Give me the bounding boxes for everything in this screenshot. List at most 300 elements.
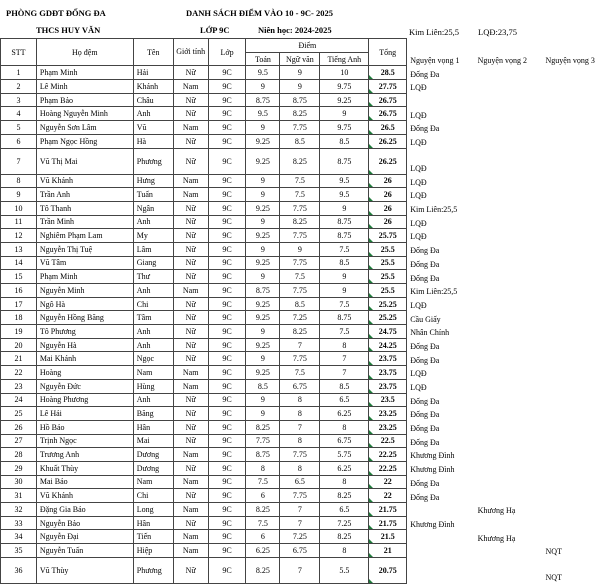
cell-stt: 12 (1, 229, 37, 243)
cell-toan: 6 (246, 489, 280, 503)
cell-nv3 (543, 489, 612, 503)
cell-ho-dem: Nguyễn Minh (36, 284, 133, 298)
table-row (1, 352, 612, 366)
cell-ngu-van: 7.75 (280, 489, 320, 503)
table-row (1, 379, 612, 393)
cell-ho-dem: Vũ Khánh (36, 489, 133, 503)
cell-tieng-anh: 9 (320, 201, 369, 215)
cell-gioi-tinh: Nam (173, 121, 208, 135)
cell-gioi-tinh: Nữ (173, 489, 208, 503)
cell-nv1: Đống Đa (410, 492, 440, 502)
cell-nv1: LQĐ (410, 383, 427, 392)
table-row (1, 448, 612, 462)
cell-gioi-tinh: Nam (173, 188, 208, 202)
cell-nv3 (543, 134, 612, 148)
cell-nv3 (543, 93, 612, 107)
cell-ho-dem: Khuất Thùy (36, 461, 133, 475)
cell-stt: 3 (1, 93, 37, 107)
cell-ngu-van: 7.75 (280, 229, 320, 243)
cell-lop: 9C (208, 557, 246, 583)
cell-tong: 21 (369, 544, 407, 558)
cell-nv3 (543, 407, 612, 421)
table-row (1, 475, 612, 489)
cell-tieng-anh: 8.25 (320, 530, 369, 544)
table-row (1, 148, 612, 174)
cell-ngu-van: 8.25 (280, 215, 320, 229)
cell-ngu-van: 8.25 (280, 148, 320, 174)
cell-toan: 9 (246, 407, 280, 421)
cell-nv1: Đống Đa (410, 341, 440, 351)
cell-tong: 23.5 (369, 393, 407, 407)
cell-lop: 9C (208, 284, 246, 298)
cell-tong: 25.5 (369, 242, 407, 256)
cell-stt: 4 (1, 107, 37, 121)
cell-nv2 (475, 516, 543, 530)
cell-lop: 9C (208, 311, 246, 325)
cell-ho-dem: Phạm Bảo (36, 93, 133, 107)
cell-tong: 26.25 (369, 148, 407, 174)
cell-toan: 9.25 (246, 311, 280, 325)
cell-lop: 9C (208, 134, 246, 148)
cell-ten: Khánh (133, 80, 173, 94)
cell-nv1: Kim Liên:25,5 (410, 287, 458, 297)
cell-lop: 9C (208, 188, 246, 202)
cell-nv3 (543, 366, 612, 380)
header-tieng-anh: Tiếng Anh (320, 52, 369, 66)
header-ngu-van: Ngữ văn (280, 52, 320, 66)
cell-nv1: LQĐ (410, 138, 427, 147)
cell-ten: Vũ (133, 121, 173, 135)
cell-tong: 26.75 (369, 93, 407, 107)
cell-tong: 23.75 (369, 352, 407, 366)
cell-stt: 29 (1, 461, 37, 475)
cell-stt: 16 (1, 284, 37, 298)
cell-ho-dem: Hoàng Phương (36, 393, 133, 407)
cell-stt: 5 (1, 121, 37, 135)
cell-nv3 (543, 311, 612, 325)
cell-nv3 (543, 461, 612, 475)
table-row (1, 338, 612, 352)
cell-ngu-van: 7 (280, 420, 320, 434)
table-row (1, 242, 612, 256)
cell-toan: 8.75 (246, 93, 280, 107)
cell-tieng-anh: 8 (320, 338, 369, 352)
cell-stt: 22 (1, 366, 37, 380)
cell-lop: 9C (208, 393, 246, 407)
cell-ngu-van: 8 (280, 461, 320, 475)
cell-ho-dem: Hồ Bảo (36, 420, 133, 434)
cell-nv3 (543, 174, 612, 188)
cell-gioi-tinh: Nam (173, 379, 208, 393)
cell-ten: Phương (133, 557, 173, 583)
cell-nv3 (543, 66, 612, 80)
cell-ngu-van: 8.5 (280, 297, 320, 311)
cell-tong: 27.75 (369, 80, 407, 94)
cell-ngu-van: 7.75 (280, 448, 320, 462)
cell-nv1: Đống Đa (410, 437, 440, 447)
cell-nv2 (475, 557, 543, 583)
cell-stt: 33 (1, 516, 37, 530)
cell-nv2 (475, 379, 543, 393)
cell-stt: 34 (1, 530, 37, 544)
cell-nv2 (475, 284, 543, 298)
cell-gioi-tinh: Nam (173, 448, 208, 462)
cell-nv2 (475, 188, 543, 202)
cell-gioi-tinh: Nữ (173, 256, 208, 270)
cell-lop: 9C (208, 489, 246, 503)
cell-nv1: Đống Đa (410, 424, 440, 434)
cell-tong: 25.5 (369, 270, 407, 284)
cell-tieng-anh: 8.75 (320, 311, 369, 325)
cell-stt: 13 (1, 242, 37, 256)
cell-ngu-van: 9 (280, 80, 320, 94)
header-lop: Lớp (208, 39, 246, 66)
cell-tieng-anh: 8.75 (320, 148, 369, 174)
table-row (1, 229, 612, 243)
cell-gioi-tinh: Nam (173, 475, 208, 489)
cell-ten: Anh (133, 338, 173, 352)
cell-tieng-anh: 9 (320, 270, 369, 284)
cell-nv2 (475, 393, 543, 407)
cell-toan: 8.25 (246, 420, 280, 434)
cell-nv1: Đống Đa (410, 396, 440, 406)
cell-nv2 (475, 366, 543, 380)
cell-lop: 9C (208, 66, 246, 80)
cell-stt: 32 (1, 503, 37, 517)
cell-ho-dem: Hoàng Nguyễn Minh (36, 107, 133, 121)
cell-tieng-anh: 7 (320, 366, 369, 380)
cell-nv1: LQĐ (410, 110, 427, 120)
cell-toan: 9.25 (246, 366, 280, 380)
table-row (1, 544, 612, 558)
cell-tong: 23.75 (369, 379, 407, 393)
cell-nv2 (475, 107, 543, 121)
cell-nv2 (475, 148, 543, 174)
cell-ho-dem: Mai Khánh (36, 352, 133, 366)
cell-toan: 9.25 (246, 297, 280, 311)
cell-ten: Dương (133, 461, 173, 475)
cell-toan: 8.75 (246, 448, 280, 462)
cell-lop: 9C (208, 407, 246, 421)
cell-stt: 23 (1, 379, 37, 393)
cell-toan: 9.25 (246, 338, 280, 352)
cell-ho-dem: Phạm Ngọc Hồng (36, 134, 133, 148)
cell-tieng-anh: 9.75 (320, 121, 369, 135)
cell-nv3 (543, 80, 612, 94)
cell-gioi-tinh: Nữ (173, 93, 208, 107)
cell-ten: Hải (133, 66, 173, 80)
table-row (1, 407, 612, 421)
cell-tieng-anh: 8.5 (320, 379, 369, 393)
cell-ho-dem: Nguyễn Hồng Băng (36, 311, 133, 325)
cell-ten: Chi (133, 489, 173, 503)
cell-nv1: Khương Đình (410, 519, 455, 529)
cell-nv2 (475, 270, 543, 284)
table-row (1, 489, 612, 503)
cell-nv1: Đống Đa (410, 410, 440, 420)
cell-stt: 35 (1, 544, 37, 558)
cell-ten: Anh (133, 215, 173, 229)
cell-lop: 9C (208, 516, 246, 530)
cutoff-kim-lien: Kim Liên:25,5 (409, 27, 460, 37)
cell-tong: 25.5 (369, 284, 407, 298)
cell-ten: Anh (133, 284, 173, 298)
cell-nv3 (543, 215, 612, 229)
cell-nv2 (475, 475, 543, 489)
cell-ho-dem: Trương Anh (36, 448, 133, 462)
cell-gioi-tinh: Nam (173, 503, 208, 517)
cell-lop: 9C (208, 93, 246, 107)
cell-ngu-van: 9 (280, 66, 320, 80)
cell-ngu-van: 7 (280, 516, 320, 530)
cell-stt: 6 (1, 134, 37, 148)
cell-lop: 9C (208, 338, 246, 352)
table-row (1, 201, 612, 215)
cell-lop: 9C (208, 242, 246, 256)
table-row (1, 174, 612, 188)
cell-toan: 9.5 (246, 107, 280, 121)
cell-ngu-van: 8.5 (280, 134, 320, 148)
cell-nv2 (475, 544, 543, 558)
cell-ho-dem: Nguyễn Hà (36, 338, 133, 352)
table-row (1, 434, 612, 448)
cell-nv3 (543, 503, 612, 517)
cell-gioi-tinh: Nữ (173, 352, 208, 366)
cell-gioi-tinh: Nữ (173, 148, 208, 174)
cell-stt: 19 (1, 325, 37, 339)
header-nv2: Nguyện vọng 2 (477, 55, 527, 65)
cell-nv2 (475, 420, 543, 434)
cell-nv3 (543, 420, 612, 434)
cell-nv1: Đống Đa (410, 355, 440, 365)
header-tong: Tổng (369, 39, 407, 66)
cell-tieng-anh: 7.25 (320, 516, 369, 530)
cell-ho-dem: Vũ Tâm (36, 256, 133, 270)
cell-tieng-anh: 6.25 (320, 461, 369, 475)
cell-ngu-van: 7.75 (280, 256, 320, 270)
cell-nv2 (475, 134, 543, 148)
cell-tong: 25.5 (369, 256, 407, 270)
cell-nv3 (543, 242, 612, 256)
cell-ten: Băng (133, 407, 173, 421)
cell-stt: 10 (1, 201, 37, 215)
cell-stt: 14 (1, 256, 37, 270)
cell-nv3 (543, 530, 612, 544)
cell-toan: 9 (246, 352, 280, 366)
cell-nv3 (543, 448, 612, 462)
cell-ngu-van: 7 (280, 338, 320, 352)
cell-toan: 8 (246, 461, 280, 475)
cell-stt: 28 (1, 448, 37, 462)
cell-lop: 9C (208, 297, 246, 311)
cell-toan: 7.5 (246, 475, 280, 489)
cell-tong: 26 (369, 215, 407, 229)
cell-tieng-anh: 9.75 (320, 80, 369, 94)
cell-ho-dem: Phạm Minh (36, 270, 133, 284)
cell-nv1 (407, 530, 475, 544)
cell-stt: 24 (1, 393, 37, 407)
cell-nv3 (543, 379, 612, 393)
cell-lop: 9C (208, 148, 246, 174)
cell-tieng-anh: 6.5 (320, 393, 369, 407)
header-nv1: Nguyện vọng 1 (410, 55, 460, 65)
cell-tieng-anh: 8.25 (320, 489, 369, 503)
cell-nv1: LQĐ (410, 164, 427, 173)
cell-gioi-tinh: Nữ (173, 393, 208, 407)
cell-ten: Tiến (133, 530, 173, 544)
cell-ngu-van: 6.5 (280, 475, 320, 489)
cell-stt: 18 (1, 311, 37, 325)
cell-nv3 (543, 352, 612, 366)
cell-ten: Anh (133, 325, 173, 339)
cell-nv2 (475, 489, 543, 503)
cell-gioi-tinh: Nam (173, 80, 208, 94)
cell-gioi-tinh: Nữ (173, 516, 208, 530)
cell-tong: 23.75 (369, 366, 407, 380)
cell-tieng-anh: 8.75 (320, 215, 369, 229)
cell-tong: 22.25 (369, 448, 407, 462)
cell-ngu-van: 8 (280, 407, 320, 421)
cell-nv2 (475, 461, 543, 475)
cell-lop: 9C (208, 107, 246, 121)
cell-toan: 9 (246, 121, 280, 135)
sheet-title: DANH SÁCH ĐIỂM VÀO 10 - 9C- 2025 (186, 8, 333, 18)
cell-tong: 21.75 (369, 503, 407, 517)
cell-nv2 (475, 352, 543, 366)
cell-tong: 22.25 (369, 461, 407, 475)
table-row (1, 188, 612, 202)
cell-ten: Hà (133, 134, 173, 148)
cell-nv1: Đống Đa (410, 246, 440, 256)
cell-nv1 (407, 557, 475, 583)
cell-ten: Dương (133, 448, 173, 462)
cell-tong: 22 (369, 475, 407, 489)
cell-nv2 (475, 338, 543, 352)
cell-toan: 9 (246, 80, 280, 94)
class-label: LỚP 9C (200, 25, 230, 35)
cell-gioi-tinh: Nữ (173, 215, 208, 229)
cell-nv3 (543, 338, 612, 352)
cell-tong: 26 (369, 188, 407, 202)
cell-tieng-anh: 7 (320, 352, 369, 366)
cell-tieng-anh: 8.75 (320, 229, 369, 243)
cell-nv1: LQĐ (410, 177, 427, 187)
cell-stt: 25 (1, 407, 37, 421)
table-row (1, 503, 612, 517)
cell-lop: 9C (208, 366, 246, 380)
cell-nv1: LQĐ (410, 191, 427, 201)
table-row (1, 256, 612, 270)
cell-gioi-tinh: Nữ (173, 297, 208, 311)
cell-lop: 9C (208, 270, 246, 284)
cell-tieng-anh: 7.5 (320, 325, 369, 339)
cell-ho-dem: Hoàng (36, 366, 133, 380)
cell-nv1: Đống Đa (410, 69, 440, 79)
cell-ho-dem: Trần Anh (36, 188, 133, 202)
cell-tieng-anh: 8.5 (320, 256, 369, 270)
cell-ho-dem: Vũ Thùy (36, 557, 133, 583)
cell-tieng-anh: 5.5 (320, 557, 369, 583)
cell-gioi-tinh: Nam (173, 284, 208, 298)
header-ten: Tên (133, 39, 173, 66)
cell-toan: 8.75 (246, 284, 280, 298)
table-row (1, 311, 612, 325)
cell-toan: 9.25 (246, 148, 280, 174)
cell-tong: 23.25 (369, 420, 407, 434)
cell-nv2 (475, 434, 543, 448)
table-row (1, 420, 612, 434)
cell-stt: 27 (1, 434, 37, 448)
cell-ten: Nam (133, 475, 173, 489)
cell-ho-dem: Tô Thanh (36, 201, 133, 215)
cell-nv1: LQĐ (410, 83, 427, 93)
cell-lop: 9C (208, 215, 246, 229)
cell-tieng-anh: 9 (320, 284, 369, 298)
cell-toan: 9 (246, 174, 280, 188)
cell-gioi-tinh: Nữ (173, 420, 208, 434)
cell-tieng-anh: 8.5 (320, 134, 369, 148)
cell-nv2: Khương Hạ (477, 533, 516, 543)
cell-lop: 9C (208, 475, 246, 489)
cell-toan: 7.75 (246, 434, 280, 448)
cell-lop: 9C (208, 325, 246, 339)
school-year: Niên học: 2024-2025 (258, 25, 332, 35)
cell-lop: 9C (208, 461, 246, 475)
cell-toan: 9.5 (246, 66, 280, 80)
table-row (1, 93, 612, 107)
cell-nv3 (543, 297, 612, 311)
cell-toan: 9 (246, 393, 280, 407)
cell-tieng-anh: 9 (320, 107, 369, 121)
table-row (1, 66, 612, 80)
cell-tong: 25.25 (369, 311, 407, 325)
header-toan: Toán (246, 52, 280, 66)
cell-gioi-tinh: Nữ (173, 201, 208, 215)
cell-ten: Hân (133, 420, 173, 434)
cell-ho-dem: Trịnh Ngọc (36, 434, 133, 448)
cell-nv2 (475, 325, 543, 339)
cell-ten: Hiệp (133, 544, 173, 558)
cell-nv2 (475, 80, 543, 94)
cell-ten: Ngọc (133, 352, 173, 366)
cell-stt: 7 (1, 148, 37, 174)
cell-nv2 (475, 448, 543, 462)
score-table (0, 38, 612, 584)
cell-nv3 (543, 148, 612, 174)
cell-nv1: LQĐ (410, 218, 427, 228)
cell-ho-dem: Vũ Thị Mai (36, 148, 133, 174)
cell-ten: Anh (133, 393, 173, 407)
cell-tong: 26.5 (369, 121, 407, 135)
cell-stt: 20 (1, 338, 37, 352)
cell-nv1: Cầu Giấy (410, 314, 441, 324)
cell-tong: 20.75 (369, 557, 407, 583)
cell-ho-dem: Phạm Minh (36, 66, 133, 80)
school-name: THCS HUY VĂN (36, 25, 101, 35)
table-row (1, 366, 612, 380)
cell-gioi-tinh: Nữ (173, 107, 208, 121)
cell-gioi-tinh: Nữ (173, 461, 208, 475)
header-gioi-tinh: Giới tính (173, 39, 208, 66)
cell-gioi-tinh: Nữ (173, 434, 208, 448)
cell-tieng-anh: 7.5 (320, 242, 369, 256)
cell-tong: 22.5 (369, 434, 407, 448)
cell-nv1: LQĐ (410, 369, 427, 379)
cell-tong: 25.75 (369, 229, 407, 243)
cell-nv2: Khương Hạ (477, 506, 516, 516)
cell-gioi-tinh: Nữ (173, 270, 208, 284)
cell-ho-dem: Đặng Gia Bảo (36, 503, 133, 517)
